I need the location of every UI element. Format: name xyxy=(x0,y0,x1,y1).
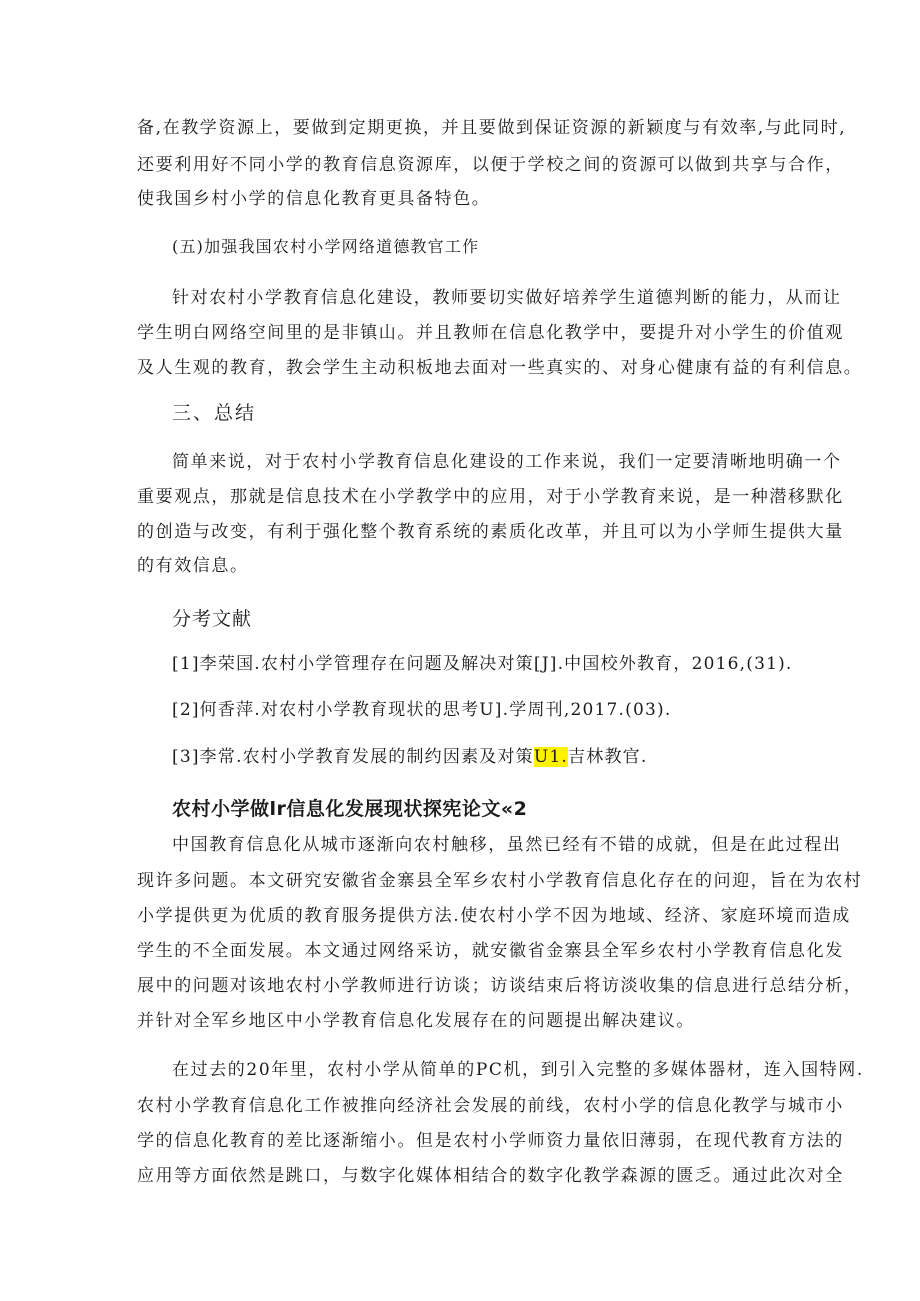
paragraph-line: 的有效信息。 xyxy=(137,556,249,576)
reference-item xyxy=(172,745,647,769)
paragraph-line: 的创造与改变，有利于强化整个教育系统的素质化改革，并且可以为小学师生提供大量 xyxy=(137,522,844,542)
paragraph-line: 备,在教学资源上，要做到定期更换，并且要做到保证资源的新颖度与有效率,与此同时, xyxy=(137,118,847,138)
paragraph-line: 使我国乡村小学的信息化教育更具备特色。 xyxy=(137,189,491,209)
paragraph-line: 中国教育信息化从城市逐渐向农村触移，虽然已经有不错的成就，但是在此过程出 xyxy=(172,835,842,855)
references-heading: 分考文献 xyxy=(172,608,253,630)
paragraph-line: 应用等方面依然是跳口，与数字化媒体相结合的数字化教学森源的匮乏。通过此次对全 xyxy=(137,1166,844,1186)
reference-text: 吉林教官. xyxy=(568,747,648,767)
paragraph-line: 学生的不全面发展。本文通过网络采访，就安徽省金寨县全军乡农村小学教育信息化发 xyxy=(137,941,844,961)
paragraph-line: 并针对全军乡地区中小学教育信息化发展存在的问题提出解决建议。 xyxy=(137,1011,695,1031)
paragraph-line: 简单来说，对于农村小学教育信息化建设的工作来说，我们一定要清晰地明确一个 xyxy=(172,452,842,472)
paragraph-line: 及人生观的教育，教会学生主动积板地去面对一些真实的、对身心健康有益的有利信息。 xyxy=(137,358,863,378)
paragraph-line: 在过去的20年里，农村小学从简单的PC机，到引入完整的多媒体器材，连入国特网. xyxy=(172,1060,864,1080)
article-title: 农村小学做lr信息化发展现状探宪论文«2 xyxy=(172,798,528,820)
highlighted-text: U1. xyxy=(533,747,569,767)
section-heading: 三、总结 xyxy=(172,402,257,424)
paragraph-line: 学生明白网络空间里的是非镇山。并且教师在信息化教学中，要提升对小学生的价值观 xyxy=(137,323,844,343)
paragraph-line: 针对农村小学教育信息化建设，教师要切实做好培养学生道德判断的能力，从而让 xyxy=(172,288,842,308)
reference-item: [2]何香萍.对农村小学教育现状的思考U].学周刊,2017.(03). xyxy=(172,700,672,720)
paragraph-line: 重要观点，那就是信息技术在小学教学中的应用，对于小学教育来说，是一种潜移默化 xyxy=(137,487,844,507)
paragraph-line: 现许多问题。本文研究安徽省金寨县全军乡农村小学教育信息化存在的问迎，旨在为农村 xyxy=(137,871,863,891)
paragraph-line: 农村小学教育信息化工作被推向经济社会发展的前线，农村小学的信息化教学与城市小 xyxy=(137,1096,844,1116)
reference-text: [3]李常.农村小学教育发展的制约因素及对策 xyxy=(172,747,534,767)
paragraph-line: 学的信息化教育的差比逐渐缩小。但是农村小学师资力量依旧薄弱，在现代教育方法的 xyxy=(137,1131,844,1151)
paragraph-line: 小学提供更为优质的教育服务提供方法.使农村小学不因为地域、经济、家庭环境而造成 xyxy=(137,906,851,926)
paragraph-line: 还要利用好不同小学的教育信息资源库，以便于学校之间的资源可以做到共享与合作， xyxy=(137,155,844,175)
paragraph-line: 展中的问题对该地农村小学教师进行访谈；访谈结束后将访淡收集的信息进行总结分析， xyxy=(137,976,863,996)
reference-item: [1]李荣国.农村小学管理存在问题及解决对策[J].中国校外教育，2016,(31). xyxy=(172,654,793,674)
subheading: (五)加强我国农村小学网络道德教官工作 xyxy=(172,237,480,256)
